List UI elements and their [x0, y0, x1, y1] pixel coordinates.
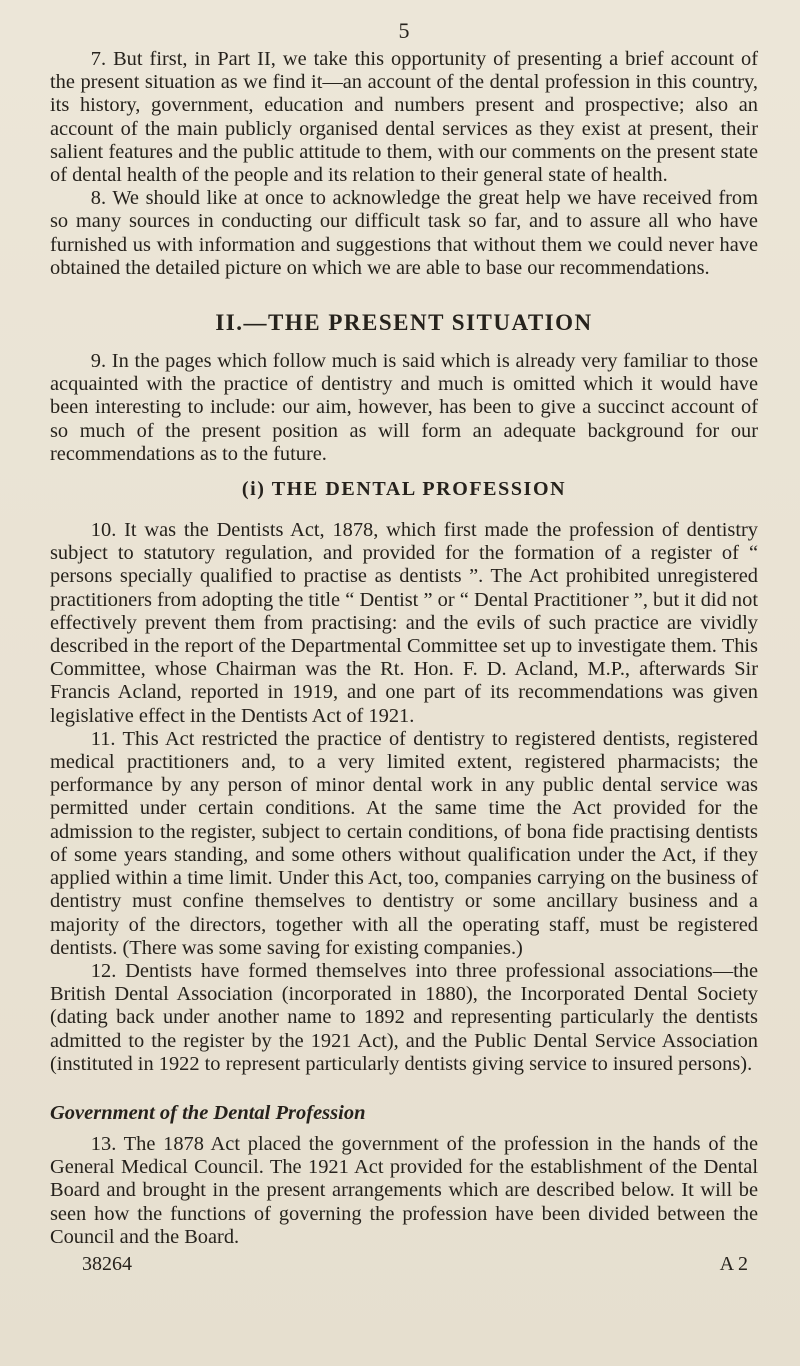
signature-mark: A 2 — [719, 1252, 748, 1275]
section-heading: II.—THE PRESENT SITUATION — [215, 310, 593, 336]
paragraph-13: 13. The 1878 Act placed the government of the profession in the hands of the General Medical Council. The 1921 Act provided for the establishment of the Dental Board and brought in the present arrangements which are described below. It will be seen how the functions of governing the profession have been divided between the Council and the Board. — [50, 1132, 758, 1248]
paragraph-8: 8. We should like at once to acknowledge the great help we have received from so many sources in conducting our difficult task so far, and to assure all who have furnished us with information and suggestions that without them we could never have obtained the detailed picture on which we are able to base our recommendations. — [50, 187, 758, 279]
paragraph-11: 11. This Act restricted the practice of dentistry to registered dentists, registered medical practitioners and, to a very limited extent, registered pharmacists; the performance by any person of minor dental work in any public dental service was permitted under certain conditions. At the same time the Act provided for the admission to the register, subject to certain conditions, of bona fide practising dentists of some years standing, and some others without qualification under the Act, if they applied within a time limit. Under this Act, too, companies carrying on the business of dentistry must confine themselves to dentistry or some ancillary business and a majority of the directors, together with all the operating staff, must be registered dentists. (There was some saving for existing companies.) — [50, 727, 758, 959]
side-heading: Government of the Dental Profession — [50, 1101, 366, 1124]
print-code: 38264 — [82, 1252, 132, 1275]
paragraph-9: 9. In the pages which follow much is said which is already very familiar to those acquainted with the practice of dentistry and much is omitted which it would have been interesting to include: our aim, however, has been to give a succinct account of so much of the present position as will form an adequate background for our recommendations as to the future. — [50, 350, 758, 465]
page-number: 5 — [398, 18, 410, 43]
subsection-heading: (i) THE DENTAL PROFESSION — [241, 478, 567, 501]
paragraph-12: 12. Dentists have formed themselves into three professional associations—the British Dental Association (incorporated in 1880), the Incorporated Dental Society (dating back under another name to 1892 and representing particularly the dentists admitted to the register by the 1921 Act), and the Public Dental Service Association (instituted in 1922 to represent particularly dentists giving service to insured persons). — [50, 959, 758, 1075]
page-footer — [50, 1249, 758, 1276]
paragraph-10: 10. It was the Dentists Act, 1878, which first made the profession of dentistry subject to statutory regulation, and provided for the formation of a register of “ persons specially qualified to practise as dentists ”. The Act prohibited unregistered practitioners from adopting the title “ Dentist ” or “ Dental Practitioner ”, but it did not effectively prevent them from practising: and the evils of such practice are vividly described in the report of the Departmental Committee set up to investigate them. This Committee, whose Chairman was the Rt. Hon. F. D. Acland, M.P., afterwards Sir Francis Acland, reported in 1919, and one part of its recommendations was given legislative effect in the Dentists Act of 1921. — [50, 519, 758, 727]
paragraph-7: 7. But first, in Part II, we take this opportunity of presenting a brief account of the present situation as we find it—an account of the dental profession in this country, its history, government, education and numbers present and prospective; also an account of the main publicly organised dental services as they exist at present, their salient features and the public attitude to them, with our comments on the present state of dental health of the people and its relation to their general state of health. — [50, 48, 758, 187]
